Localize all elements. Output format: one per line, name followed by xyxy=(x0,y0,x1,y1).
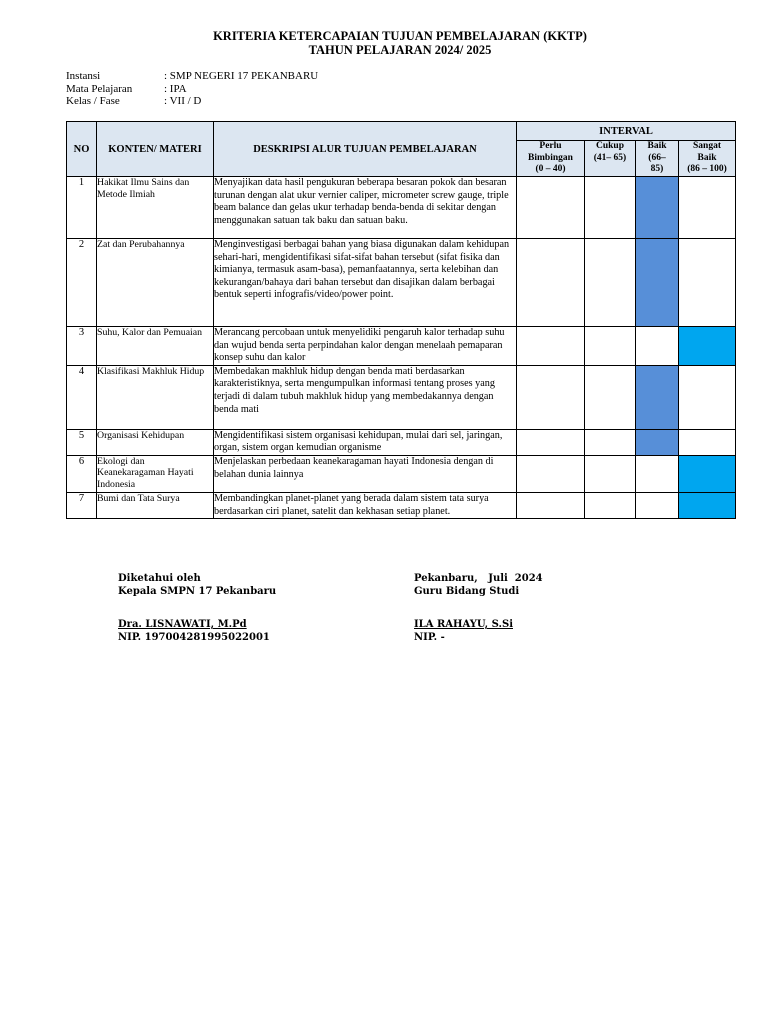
row-number: 3 xyxy=(67,327,97,366)
row-number: 7 xyxy=(67,492,97,518)
header-no: NO xyxy=(67,122,97,177)
header-interval: INTERVAL xyxy=(517,122,736,141)
cell-sangat-baik xyxy=(679,177,736,239)
cell-cukup xyxy=(585,455,636,492)
signatory-nip: NIP. - xyxy=(414,632,445,643)
level-label: Baik xyxy=(647,141,667,152)
table-row xyxy=(67,429,736,455)
cell-cukup xyxy=(585,492,636,518)
header-level-sangat-baik xyxy=(679,141,736,177)
row-materi: Organisasi Kehidupan xyxy=(97,429,214,455)
row-number: 4 xyxy=(67,365,97,429)
header-level-cukup xyxy=(585,141,636,177)
level-range: 85) xyxy=(650,164,664,175)
cell-baik-marked xyxy=(636,429,679,455)
kktp-table xyxy=(66,121,736,519)
level-label: Baik xyxy=(697,152,717,163)
cell-perlu-bimbingan xyxy=(517,327,585,366)
header-level-perlu-bimbingan xyxy=(517,141,585,177)
row-number: 6 xyxy=(67,455,97,492)
cell-sangat-baik xyxy=(679,365,736,429)
row-number: 1 xyxy=(67,177,97,239)
row-materi: Zat dan Perubahannya xyxy=(97,239,214,327)
signature-heading: Diketahui oleh xyxy=(118,573,201,584)
row-materi: Hakikat Ilmu Sains dan Metode Ilmiah xyxy=(97,177,214,239)
row-materi: Bumi dan Tata Surya xyxy=(97,492,214,518)
cell-baik-marked xyxy=(636,239,679,327)
row-materi: Klasifikasi Makhluk Hidup xyxy=(97,365,214,429)
info-value: : SMP NEGERI 17 PEKANBARU xyxy=(164,70,319,82)
info-label: Kelas / Fase xyxy=(66,95,120,107)
row-description: Menginvestigasi berbagai bahan yang biasa digunakan dalam kehidupan sehari-hari, mengidentifikasi sifat-sifat bahan tersebut (sifat fisika dan kimianya, termasuk asam-basa), pemanfaatannya, serta kelebihan dan kekurangan/bahaya dari bahan tersebut dan disajikan dalam berbagai bentuk seperti infografis/video/power point. xyxy=(214,239,517,327)
row-materi: Suhu, Kalor dan Pemuaian xyxy=(97,327,214,366)
cell-perlu-bimbingan xyxy=(517,429,585,455)
cell-baik-marked xyxy=(636,177,679,239)
row-materi: Ekologi dan Keanekaragaman Hayati Indonesia xyxy=(97,455,214,492)
header-deskripsi: DESKRIPSI ALUR TUJUAN PEMBELAJARAN xyxy=(214,122,517,177)
info-label: Instansi xyxy=(66,70,101,82)
cell-baik-marked xyxy=(636,365,679,429)
cell-perlu-bimbingan xyxy=(517,239,585,327)
info-value: : IPA xyxy=(164,82,187,95)
info-row-mapel xyxy=(66,83,318,96)
cell-baik xyxy=(636,327,679,366)
cell-cukup xyxy=(585,327,636,366)
table-row xyxy=(67,455,736,492)
signature-place-date: Pekanbaru, Juli 2024 xyxy=(414,573,543,584)
row-description: Membedakan makhluk hidup dengan benda mati berdasarkan karakteristiknya, serta mengumpulkan informasi tentang proses yang terjadi di dalam tubuh makhluk hidup yang membedakannya dengan benda mati xyxy=(214,365,517,429)
cell-sangat-baik-marked xyxy=(679,327,736,366)
info-row-instansi xyxy=(66,70,318,83)
table-row xyxy=(67,239,736,327)
row-description: Merancang percobaan untuk menyelidiki pengaruh kalor terhadap suhu dan wujud benda serta perpindahan kalor dengan menelaah pemaparan konsep suhu dan kalor xyxy=(214,327,517,366)
cell-sangat-baik xyxy=(679,239,736,327)
cell-baik xyxy=(636,455,679,492)
document-subtitle: TAHUN PELAJARAN 2024/ 2025 xyxy=(308,43,492,57)
row-description: Mengidentifikasi sistem organisasi kehidupan, mulai dari sel, jaringan, organ, sistem organ kemudian organisme xyxy=(214,429,517,455)
signature-block-principal xyxy=(118,572,276,644)
cell-sangat-baik-marked xyxy=(679,492,736,518)
row-number: 2 xyxy=(67,239,97,327)
info-row-kelas xyxy=(66,95,318,108)
level-label: Cukup xyxy=(596,141,624,151)
table-row xyxy=(67,327,736,366)
document-title: KRITERIA KETERCAPAIAN TUJUAN PEMBELAJARAN (KKTP) xyxy=(213,29,587,43)
cell-cukup xyxy=(585,429,636,455)
level-label: Perlu xyxy=(539,141,562,152)
header-level-baik xyxy=(636,141,679,177)
cell-cukup xyxy=(585,239,636,327)
level-range: (86 – 100) xyxy=(687,164,727,175)
cell-perlu-bimbingan xyxy=(517,455,585,492)
cell-baik xyxy=(636,492,679,518)
cell-cukup xyxy=(585,177,636,239)
row-description: Menjelaskan perbedaan keanekaragaman hayati Indonesia dengan di belahan dunia lainnya xyxy=(214,455,517,492)
row-description: Menyajikan data hasil pengukuran beberapa besaran pokok dan besaran turunan dengan alat ukur vernier caliper, micrometer screw gauge, triple beam balance dan gelas ukur terhadap benda-benda di sekitar dengan menggunakan satuan tak baku dan satuan baku. xyxy=(214,177,517,239)
header-materi: KONTEN/ MATERI xyxy=(97,122,214,177)
signature-role: Guru Bidang Studi xyxy=(414,586,520,597)
cell-sangat-baik xyxy=(679,429,736,455)
signatory-name: Dra. LISNAWATI, M.Pd xyxy=(118,619,247,630)
info-value: : VII / D xyxy=(164,95,202,107)
level-range: (0 – 40) xyxy=(535,164,566,175)
signature-block-teacher xyxy=(414,572,543,644)
cell-sangat-baik-marked xyxy=(679,455,736,492)
signature-role: Kepala SMPN 17 Pekanbaru xyxy=(118,586,277,597)
info-label: Mata Pelajaran xyxy=(66,82,133,95)
cell-perlu-bimbingan xyxy=(517,492,585,518)
table-row xyxy=(67,365,736,429)
row-description: Membandingkan planet-planet yang berada dalam sistem tata surya berdasarkan ciri planet, satelit dan kekhasan setiap planet. xyxy=(214,492,517,518)
cell-perlu-bimbingan xyxy=(517,177,585,239)
row-number: 5 xyxy=(67,429,97,455)
cell-cukup xyxy=(585,365,636,429)
level-label: Bimbingan xyxy=(528,152,573,163)
signatory-nip: NIP. 197004281995022001 xyxy=(118,632,270,643)
cell-perlu-bimbingan xyxy=(517,365,585,429)
table-row xyxy=(67,177,736,239)
signatory-name: ILA RAHAYU, S.Si xyxy=(414,619,513,630)
level-range: (41– 65) xyxy=(593,152,627,163)
table-row xyxy=(67,492,736,518)
info-block xyxy=(66,70,318,108)
level-label: Sangat xyxy=(693,141,721,152)
level-range: (66– xyxy=(648,152,666,163)
